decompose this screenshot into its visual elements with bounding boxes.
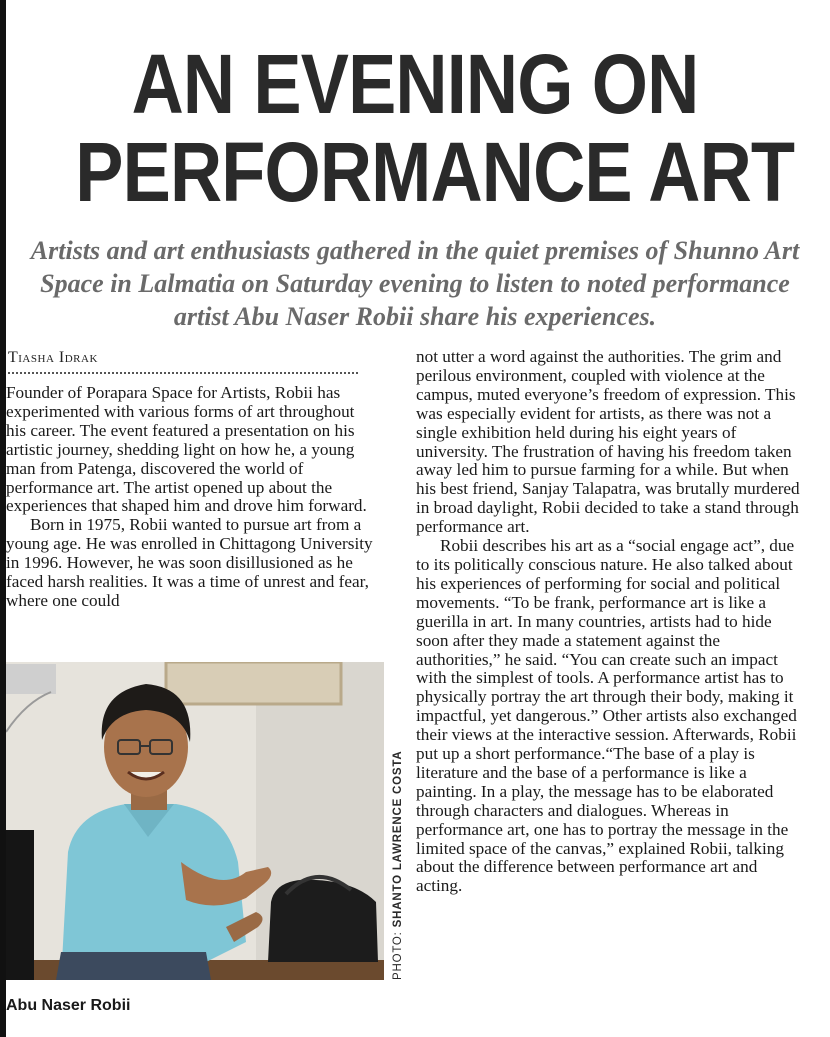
headline-line-1: AN EVENING ON [131,37,699,131]
headline-line-2: PERFORMANCE ART [75,125,795,219]
photo-credit-name: SHANTO LAWRENCE COSTA [392,750,404,928]
author-byline: Tiasha Idrak [8,349,98,366]
article-photo [6,662,384,980]
photo-credit-label: PHOTO: [392,927,404,980]
photo-caption: Abu Naser Robii [6,997,131,1014]
article-headline [75,37,795,219]
photo-credit [392,751,404,980]
article-deck: Artists and art enthusiasts gathered in the quiet premises of Shunno Art Space in Lalmatia on Saturday evening to listen to noted performance artist Abu Naser Robii share his experiences. [30,236,800,331]
byline-divider [8,372,358,374]
body-paragraph: Born in 1975, Robii wanted to pursue art from a young age. He was enrolled in Chittagong University in 1996. However, he was soon disillusioned as he faced harsh realities. It was a time of unrest and fear, where one could [6,515,373,610]
body-paragraph: not utter a word against the authorities. The grim and perilous environment, coupled with violence at the campus, muted everyone’s freedom of expression. This was especially evident for artists, as there was not a single exhibition held during his eight years of university. The frustration of having his freedom taken away led him to pursue farming for a while. But when his best friend, Sanjay Talapatra, was brutally murdered in broad daylight, Robii decided to take a stand through performance art. [416,347,800,537]
body-paragraph: Founder of Porapara Space for Artists, Robii has experimented with various forms of art throughout his career. The event featured a presentation on his artistic journey, shedding light on how he, a young man from Patenga, discovered the world of performance art. The artist opened up about the experiences that shaped him and drove him forward. [6,383,367,516]
body-paragraph: Robii describes his art as a “social engage act”, due to its politically conscious nature. He also talked about his experiences of performing for social and political movements. “To be frank, performance art is like a guerilla in art. In many countries, artists had to hide soon after they made a statement against the authorities,” he said. “You can create such an impact with the simplest of tools. A performance artist has to physically portray the art through their body, making it impactful, yet dangerous.” Other artists also exchanged their views at the interactive session. Afterwards, Robii put up a short performance.“The base of a play is literature and the base of a performance is like a painting. In a play, the message has to be elaborated through characters and dialogues. Whereas in performance art, one has to portray the message in the limited space of the canvas,” explained Robii, talking about the difference between performance art and acting. [416,536,797,896]
body-column-left [6,384,378,611]
portrait-illustration [6,662,384,980]
body-column-right [416,348,806,896]
